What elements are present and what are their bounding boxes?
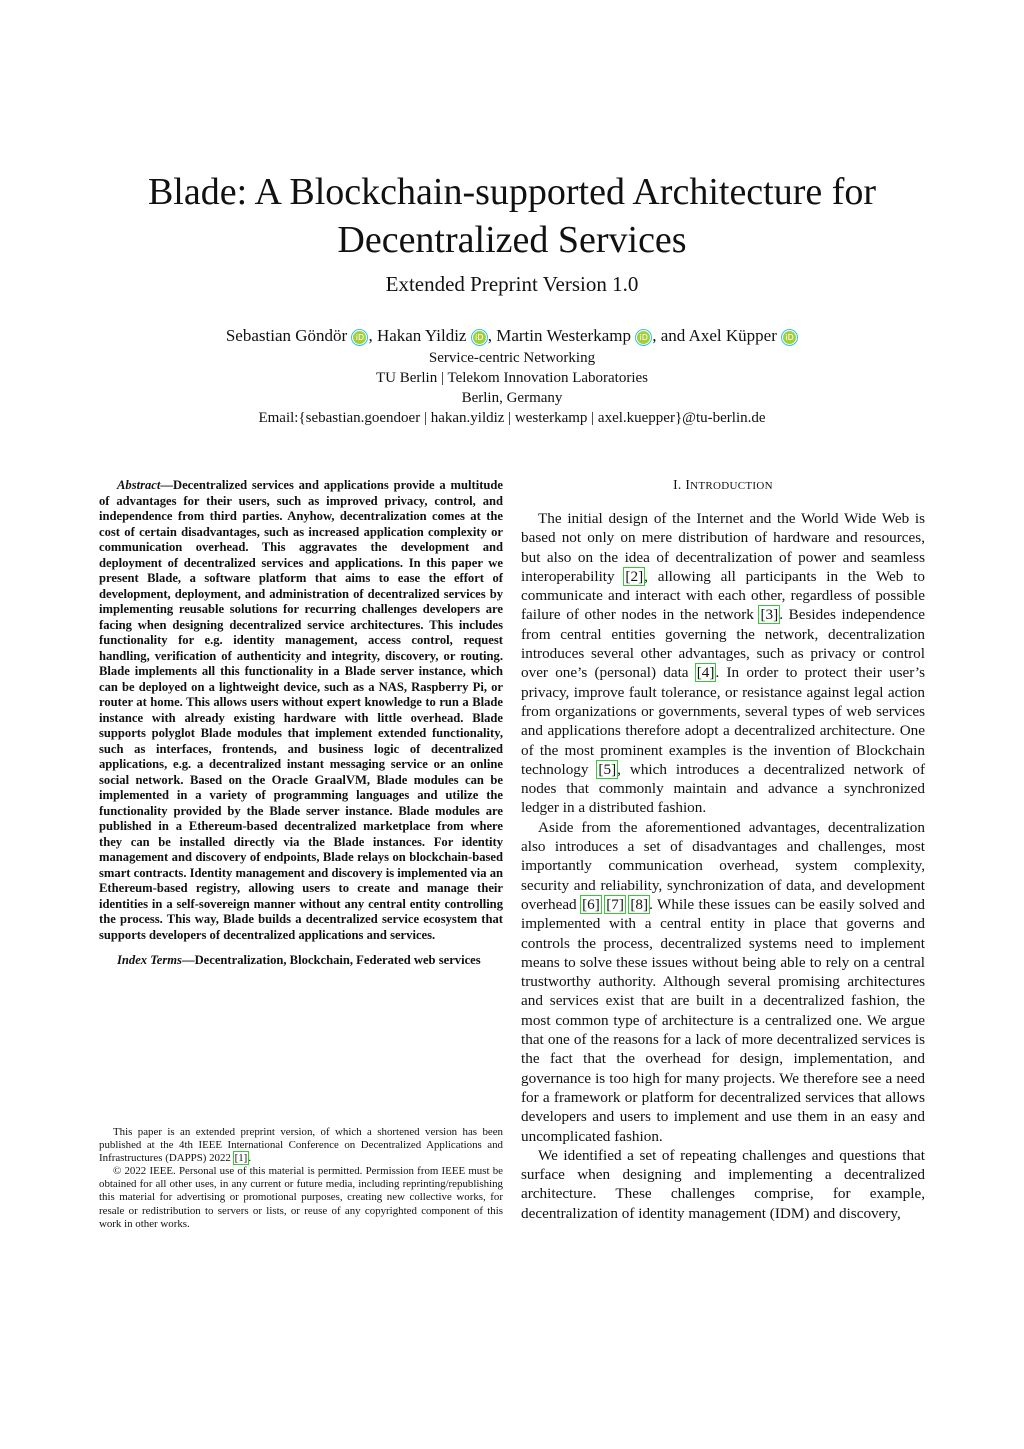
section-title-initial: I xyxy=(685,477,691,492)
body-paragraph xyxy=(521,1146,925,1223)
body-text-run: Aside from the aforementioned advantages, decentralization also introduces a set of disadvantages and challenges, most importantly communication overhead, system complexity, security and reliability, synchronization of data, and development overhead xyxy=(521,818,925,913)
body-text-run: , allowing all participants in the Web to communicate and interact with each other, regardless of possible failure of other nodes in the network xyxy=(521,567,925,624)
index-terms-text: —Decentralization, Blockchain, Federated web services xyxy=(181,953,481,967)
citation-link[interactable]: [8] xyxy=(630,895,649,913)
citation-link[interactable]: [2] xyxy=(625,567,644,585)
section-body xyxy=(521,509,925,1223)
body-text-run: The initial design of the Internet and the World Wide Web is based not only on mere distribution of hardware and resources, but also on the idea of decentralization of power and seamless interoperability xyxy=(521,510,925,585)
index-terms xyxy=(99,953,503,969)
abstract-label: Abstract xyxy=(117,478,161,492)
section-number: I. xyxy=(673,477,682,492)
footnote-text: . xyxy=(248,1152,252,1165)
author-name: Hakan Yildiz xyxy=(376,326,467,345)
author-separator: , and xyxy=(652,326,689,345)
orcid-icon[interactable]: iD xyxy=(473,331,486,344)
body-text-run: . In order to protect their user’s privacy, improve fault tolerance, or resistance against legal action from organizations or governments, several types of web services and applications therefore adopt a decentralized architecture. One of the most prominent examples is the invention of Blockchain technology xyxy=(521,664,925,778)
affiliation-location: Berlin, Germany xyxy=(461,390,563,406)
index-terms-label: Index Terms xyxy=(117,953,182,967)
orcid-icon[interactable]: iD xyxy=(637,331,650,344)
body-text-run: , which introduces a decentralized network of nodes that commonly maintain and advance a synchronized ledger in a distributed fashion. xyxy=(521,760,926,817)
citation-link[interactable]: [6] xyxy=(582,895,600,913)
footnote xyxy=(99,1126,503,1231)
affiliation-block xyxy=(80,348,944,428)
left-column xyxy=(99,478,503,969)
paper-subtitle: Extended Preprint Version 1.0 xyxy=(385,272,639,296)
citation-link[interactable]: [1] xyxy=(234,1152,248,1165)
author-name: Axel Küpper xyxy=(688,326,777,345)
affiliation-email: Email:{sebastian.goendoer | hakan.yildiz | westerkamp | axel.kuepper}@tu-berlin.de xyxy=(258,410,766,426)
affiliation-institution: TU Berlin | Telekom Innovation Laboratories xyxy=(375,370,649,386)
citation-link[interactable]: [3] xyxy=(760,606,779,624)
citation-link[interactable]: [4] xyxy=(696,664,715,682)
body-text-run: . Besides independence from central entities governing the network, decentralization introduces several other advantages, such as privacy or control over one’s (personal) data xyxy=(521,606,925,682)
paper-title: Blade: A Blockchain-supported Architecture for Decentralized Services xyxy=(147,171,877,261)
footnote-text: This paper is an extended preprint version, of which a shortened version has been published at the 4th IEEE International Conference on Decentralized Applications and Infrastructures (DAPPS) 2022 xyxy=(99,1126,503,1165)
body-text-run: We identified a set of repeating challenges and questions that surface when designing and implementing a decentralized architecture. These challenges comprise, for example, decentralization of identity management (IDM) and discovery, xyxy=(521,1146,925,1222)
orcid-icon[interactable]: iD xyxy=(783,331,796,344)
author-separator: , xyxy=(487,326,497,345)
body-paragraph xyxy=(521,509,925,818)
author-separator: , xyxy=(368,326,377,345)
author-name: Martin Westerkamp xyxy=(496,326,631,345)
footnote-copyright: © 2022 IEEE. Personal use of this material is permitted. Permission from IEEE must be obtained for all other uses, in any current or future media, including reprinting/republishing this material for advertising or promotional purposes, creating new collective works, for resale or redistribution to servers or lists, or reuse of any copyrighted component of this work in other works. xyxy=(99,1165,503,1230)
author-name: Sebastian Göndör xyxy=(225,326,348,345)
right-column xyxy=(521,476,925,1223)
author-list xyxy=(80,325,944,347)
abstract xyxy=(99,478,503,943)
section-heading xyxy=(521,476,925,495)
footnote-preprint xyxy=(99,1126,503,1165)
body-paragraph xyxy=(521,818,925,1146)
orcid-icon[interactable]: iD xyxy=(353,331,366,344)
body-text-run: . While these issues can be easily solved and implemented with a central entity in place that governs and controls the process, decentralized systems need to implement means to solve these issues without being able to rely on a central trustworthy authority. Although several promising architectures and services exist that are built in a decentralized fashion, the most common type of architecture is a centralized one. We argue that one of the reasons for a lack of more decentralized services is the fact that the overhead for design, implementation, and governance is too high for many projects. We therefore see a need for a framework or platform for decentralized services that allows developers and users to implement and use them in an easy and uncomplicated fashion. xyxy=(521,895,925,1145)
abstract-text: —Decentralized services and applications provide a multitude of advantages for their users, such as improved privacy, control, and independence from third parties. Anyhow, decentralization comes at the cost of certain disadvantages, such as increased application complexity or communication overhead. This aggravates the development and deployment of decentralized services and applications. In this paper we present Blade, a software platform that aims to ease the effort of development, deployment, and administration of decentralized services by implementing reusable solutions for recurring challenges developers are facing when designing decentralized service architectures. This includes functionality for e.g. identity management, access control, request handling, verification of authenticity and integrity, discovery, or routing. Blade implements all this functionality in a Blade server instance, which can be deployed on a lightweight device, such as a NAS, Raspberry Pi, or router at home. This allows users without expert knowledge to run a Blade instance with already existing hardware with little overhead. Blade supports polyglot Blade modules that implement extended functionality, such as interfaces, frontends, and business logic of decentralized applications, e.g. a decentralized instant messaging service or an online social network. Based on the Oracle GraalVM, Blade modules can be implemented in a variety of programming languages and utilize the functionality provided by the Blade server instance. Blade modules are published in a Ethereum-based decentralized marketplace from where they can be installed directly via the Blade instances. For identity management and discovery of endpoints, Blade relays on blockchain-based smart contracts. Identity management and discovery is implemented via an Ethereum-based registry, allowing users to create and manage their identities in a self-sovereign manner without any central entity controlling the process. This way, Blade builds a decentralized service ecosystem that supports developers of decentralized applications and services. xyxy=(99,478,503,942)
affiliation-group: Service-centric Networking xyxy=(428,350,596,366)
section-title-rest: NTRODUCTION xyxy=(690,480,773,492)
citation-link[interactable]: [7] xyxy=(606,895,624,913)
citation-link[interactable]: [5] xyxy=(598,760,617,778)
